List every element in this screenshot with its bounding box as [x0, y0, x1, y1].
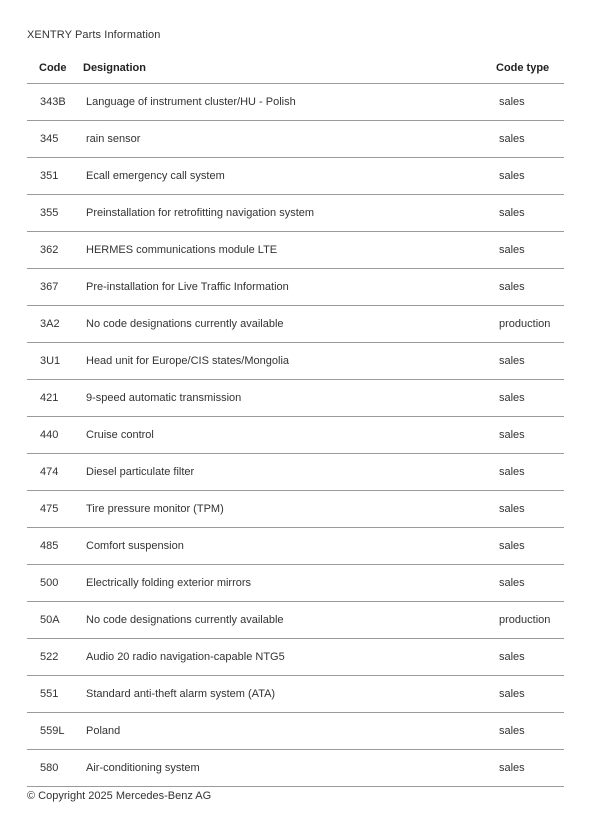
row-code: 551: [40, 688, 59, 700]
table-header: [27, 54, 564, 84]
row-code: 475: [40, 503, 59, 515]
table-row: [27, 269, 564, 306]
row-code: 50A: [40, 614, 60, 626]
row-designation: HERMES communications module LTE: [86, 244, 278, 256]
row-code-type: sales: [499, 133, 525, 145]
row-code-type: sales: [499, 688, 525, 700]
row-code-type: sales: [499, 651, 525, 663]
column-header-designation: Designation: [83, 62, 146, 74]
row-designation: Tire pressure monitor (TPM): [86, 503, 224, 515]
row-code: 500: [40, 577, 59, 589]
row-code-type: sales: [499, 170, 525, 182]
row-code: 421: [40, 392, 59, 404]
row-designation: Preinstallation for retrofitting navigation system: [86, 207, 315, 219]
row-designation: Ecall emergency call system: [86, 170, 225, 182]
table-row: [27, 454, 564, 491]
row-code-type: sales: [499, 207, 525, 219]
row-designation: Electrically folding exterior mirrors: [86, 577, 252, 589]
table-row: [27, 565, 564, 602]
row-code-type: sales: [499, 540, 525, 552]
row-code: 355: [40, 207, 59, 219]
table-row: [27, 343, 564, 380]
row-code-type: sales: [499, 96, 525, 108]
row-designation: rain sensor: [86, 133, 141, 145]
row-designation: No code designations currently available: [86, 614, 284, 626]
table-row: [27, 750, 564, 787]
row-code: 3U1: [40, 355, 61, 367]
row-designation: Head unit for Europe/CIS states/Mongolia: [86, 355, 290, 367]
row-designation: Audio 20 radio navigation-capable NTG5: [86, 651, 285, 663]
table-row: [27, 380, 564, 417]
parts-table: [27, 54, 564, 787]
row-code: 485: [40, 540, 59, 552]
row-code: 474: [40, 466, 59, 478]
page-title: XENTRY Parts Information: [27, 29, 161, 41]
row-code: 362: [40, 244, 59, 256]
row-code: 522: [40, 651, 59, 663]
row-code: 351: [40, 170, 59, 182]
table-row: [27, 121, 564, 158]
row-code-type: production: [499, 318, 551, 330]
table-row: [27, 417, 564, 454]
row-code-type: sales: [499, 577, 525, 589]
table-row: [27, 491, 564, 528]
row-designation: 9-speed automatic transmission: [86, 392, 242, 404]
table-row: [27, 84, 564, 121]
row-code-type: sales: [499, 762, 525, 774]
row-code-type: sales: [499, 281, 525, 293]
row-code: 343B: [40, 96, 66, 108]
table-row: [27, 602, 564, 639]
row-designation: Pre-installation for Live Traffic Information: [86, 281, 289, 293]
table-row: [27, 676, 564, 713]
row-code: 345: [40, 133, 59, 145]
row-code-type: sales: [499, 466, 525, 478]
row-code: 580: [40, 762, 59, 774]
row-code: 367: [40, 281, 59, 293]
row-code: 440: [40, 429, 59, 441]
row-designation: Standard anti-theft alarm system (ATA): [86, 688, 276, 700]
row-code: 559L: [40, 725, 65, 737]
row-designation: Comfort suspension: [86, 540, 184, 552]
row-designation: No code designations currently available: [86, 318, 284, 330]
table-row: [27, 306, 564, 343]
row-designation: Air-conditioning system: [86, 762, 200, 774]
table-row: [27, 195, 564, 232]
table-row: [27, 528, 564, 565]
row-code-type: sales: [499, 725, 525, 737]
table-row: [27, 158, 564, 195]
row-code-type: sales: [499, 244, 525, 256]
row-code-type: sales: [499, 429, 525, 441]
row-designation: Cruise control: [86, 429, 154, 441]
table-row: [27, 232, 564, 269]
row-code: 3A2: [40, 318, 60, 330]
row-designation: Poland: [86, 725, 121, 737]
column-header-code-type: Code type: [496, 62, 550, 74]
table-row: [27, 713, 564, 750]
row-code-type: production: [499, 614, 551, 626]
row-code-type: sales: [499, 355, 525, 367]
row-designation: Language of instrument cluster/HU - Polish: [86, 96, 296, 108]
row-code-type: sales: [499, 392, 525, 404]
column-header-code: Code: [39, 62, 67, 74]
row-code-type: sales: [499, 503, 525, 515]
table-row: [27, 639, 564, 676]
row-designation: Diesel particulate filter: [86, 466, 195, 478]
copyright-footer: © Copyright 2025 Mercedes-Benz AG: [27, 790, 212, 802]
